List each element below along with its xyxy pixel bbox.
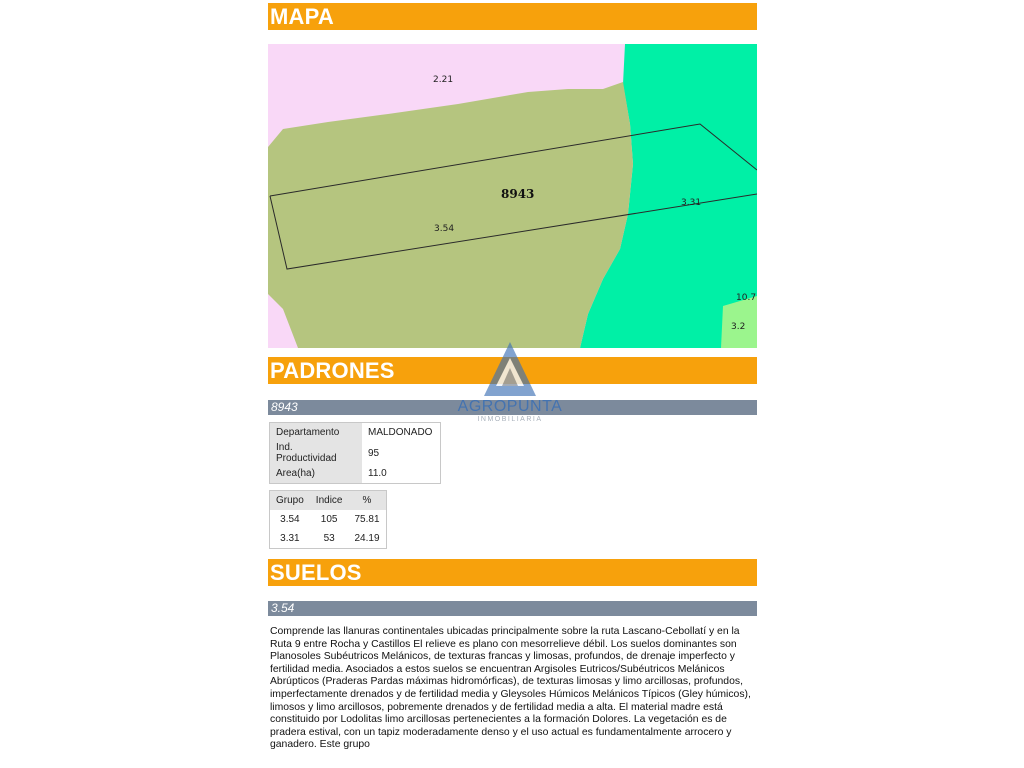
table-header-row bbox=[270, 491, 387, 511]
soil-map bbox=[268, 44, 757, 348]
label-zone-right-top: 10.7 bbox=[736, 293, 757, 303]
detail-key: Area(ha) bbox=[270, 464, 363, 484]
table-row bbox=[270, 529, 387, 549]
column-header: % bbox=[348, 491, 386, 511]
table-row bbox=[270, 442, 441, 464]
column-header: Grupo bbox=[270, 491, 310, 511]
label-zone-teal: 3.31 bbox=[681, 198, 702, 208]
section-header-padrones: PADRONES bbox=[268, 357, 757, 384]
label-parcel: 8943 bbox=[501, 187, 535, 201]
suelo-description: Comprende las llanuras continentales ubicadas principalmente sobre la ruta Lascano-Cebollatí y en la Ruta 9 entre Rocha y Castillos El relieve es plano con mesorrelieve débil. Los suelos dominantes son Planosoles Subéutricos Melánicos, de texturas francas y limosas, profundos, de drenaje imperfecto y fertilidad media. Asociados a estos suelos se encuentran Argisoles Eutricos/Subéutricos Melánicos Abrúpticos (Praderas Pardas máximas hidromórficas), de texturas limosas y limo arcillosas, profundos, imperfectamente drenados y de fertilidad media y Gleysoles Húmicos Melánicos Típicos (Gley húmicos), limosos y limo arcillosos, pobremente drenados y de fertilidad media a alta. El material madre está constituido por Lodolitas limo arcillosas pertenecientes a la formación Dolores. La vegetación es de pradera estival, con un tapiz moderadamente denso y el uso actual es fundamentalmente arrocero y ganadero. Este grupo bbox=[270, 626, 751, 751]
detail-value: 11.0 bbox=[368, 468, 387, 479]
table-cell: 24.19 bbox=[354, 533, 380, 544]
table-cell: 75.81 bbox=[354, 514, 380, 525]
table-row bbox=[270, 510, 387, 529]
table-row bbox=[270, 464, 441, 484]
watermark-tagline: INMOBILIARIA bbox=[477, 416, 543, 423]
detail-key: Ind. Productividad bbox=[270, 442, 363, 464]
label-zone-olive: 3.54 bbox=[434, 224, 455, 234]
detail-value: MALDONADO bbox=[368, 427, 433, 438]
table-cell: 53 bbox=[323, 533, 335, 544]
label-zone-pink: 2.21 bbox=[433, 75, 454, 85]
agropunta-logo-icon bbox=[448, 340, 572, 400]
table-cell: 3.54 bbox=[280, 514, 300, 525]
detail-value: 95 bbox=[368, 447, 380, 459]
agropunta-watermark bbox=[448, 340, 572, 426]
soil-map-canvas bbox=[268, 44, 757, 348]
suelo-code-bar: 3.54 bbox=[268, 601, 757, 616]
column-header: Indice bbox=[310, 491, 349, 511]
soil-groups-table bbox=[269, 490, 387, 549]
watermark-brand: AGROPUNTA bbox=[457, 398, 563, 415]
padron-details-table bbox=[269, 422, 441, 484]
table-cell: 3.31 bbox=[280, 533, 300, 544]
table-row bbox=[270, 423, 441, 443]
detail-key: Departamento bbox=[270, 423, 363, 443]
label-zone-right-bottom: 3.2 bbox=[731, 322, 746, 332]
padron-id-bar: 8943 bbox=[268, 400, 757, 415]
section-header-mapa: MAPA bbox=[268, 3, 757, 30]
section-header-suelos: SUELOS bbox=[268, 559, 757, 586]
table-cell: 105 bbox=[320, 514, 338, 525]
